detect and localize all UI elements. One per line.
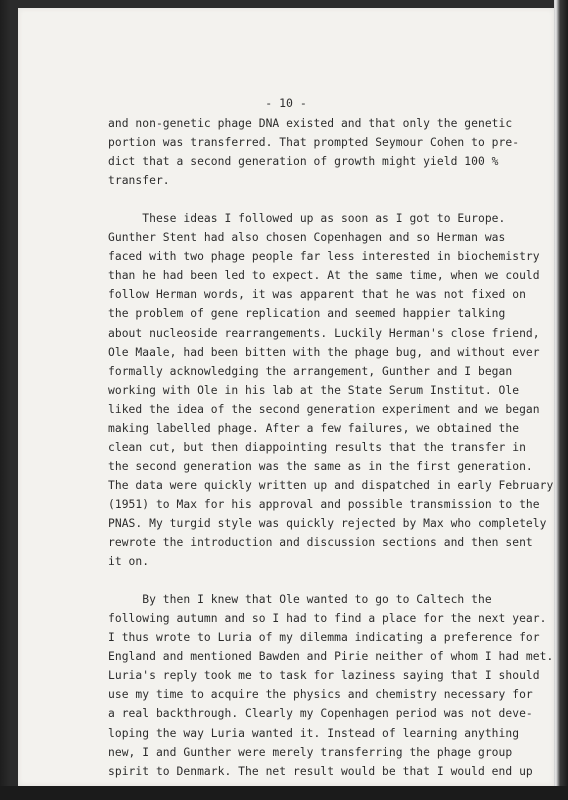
text-line: faced with two phage people far less interested in biochemistry — [108, 250, 540, 264]
text-line: I thus wrote to Luria of my dilemma indicating a preference for — [108, 631, 540, 645]
text-line: rewrote the introduction and discussion sections and then sent — [108, 536, 533, 550]
text-line: loping the way Luria wanted it. Instead of learning anything — [108, 726, 520, 740]
text-line: Gunther Stent had also chosen Copenhagen and so Herman was — [108, 231, 506, 245]
text-line: than he had been led to expect. At the same time, when we could — [108, 269, 540, 283]
text-line: about nucleoside rearrangements. Luckily Herman's close friend, — [108, 326, 540, 340]
text-line: The data were quickly written up and dispatched in early February — [108, 478, 554, 492]
text-line: liked the idea of the second generation experiment and we began — [108, 402, 540, 416]
text-line: following autumn and so I had to find a place for the next year. — [108, 612, 547, 626]
text-line: portion was transferred. That prompted Seymour Cohen to pre- — [108, 136, 520, 150]
text-line: Luria's reply took me to task for laziness saying that I should — [108, 669, 540, 683]
text-line: formally acknowledging the arrangement, Gunther and I began — [108, 364, 513, 378]
page-bottom-edge — [0, 786, 568, 800]
paragraph-gap — [108, 190, 538, 209]
paragraph — [108, 209, 554, 571]
text-line: By then I knew that Ole wanted to go to Caltech the — [108, 593, 492, 607]
text-line: These ideas I followed up as soon as I got to Europe. — [108, 212, 506, 226]
text-line: (1951) to Max for his approval and possible transmission to the — [108, 497, 540, 511]
text-line: dict that a second generation of growth might yield 100 % — [108, 155, 499, 169]
text-line: transfer. — [108, 174, 170, 188]
text-line: Ole Maale, had been bitten with the phage bug, and without ever — [108, 345, 540, 359]
text-line: clean cut, but then diappointing results that the transfer in — [108, 440, 526, 454]
text-line: spirit to Denmark. The net result would be that I would end up — [108, 764, 533, 778]
page-right-edge — [554, 0, 568, 800]
text-line: making labelled phage. After a few failures, we obtained the — [108, 421, 520, 435]
text-line: England and mentioned Bawden and Pirie neither of whom I had met. — [108, 650, 554, 664]
text-line: PNAS. My turgid style was quickly rejected by Max who completely — [108, 516, 547, 530]
paragraph — [108, 114, 538, 190]
paragraph — [108, 590, 554, 780]
text-line: the second generation was the same as in the first generation. — [108, 459, 533, 473]
page-number: - 10 - — [265, 96, 307, 110]
text-line: and non-genetic phage DNA existed and that only the genetic — [108, 117, 513, 130]
text-line: use my time to acquire the physics and chemistry necessary for — [108, 688, 533, 702]
text-line: the problem of gene replication and seemed happier talking — [108, 307, 506, 321]
text-line: new, I and Gunther were merely transferring the phage group — [108, 745, 513, 759]
text-line: follow Herman words, it was apparent that he was not fixed on — [108, 288, 526, 302]
typewritten-page — [18, 8, 554, 786]
page-body — [108, 114, 554, 781]
text-line: working with Ole in his lab at the State Serum Institut. Ole — [108, 383, 520, 397]
paragraph-gap — [108, 571, 538, 590]
text-line: a real backthrough. Clearly my Copenhagen period was not deve- — [108, 707, 533, 721]
text-line: it on. — [108, 555, 150, 569]
